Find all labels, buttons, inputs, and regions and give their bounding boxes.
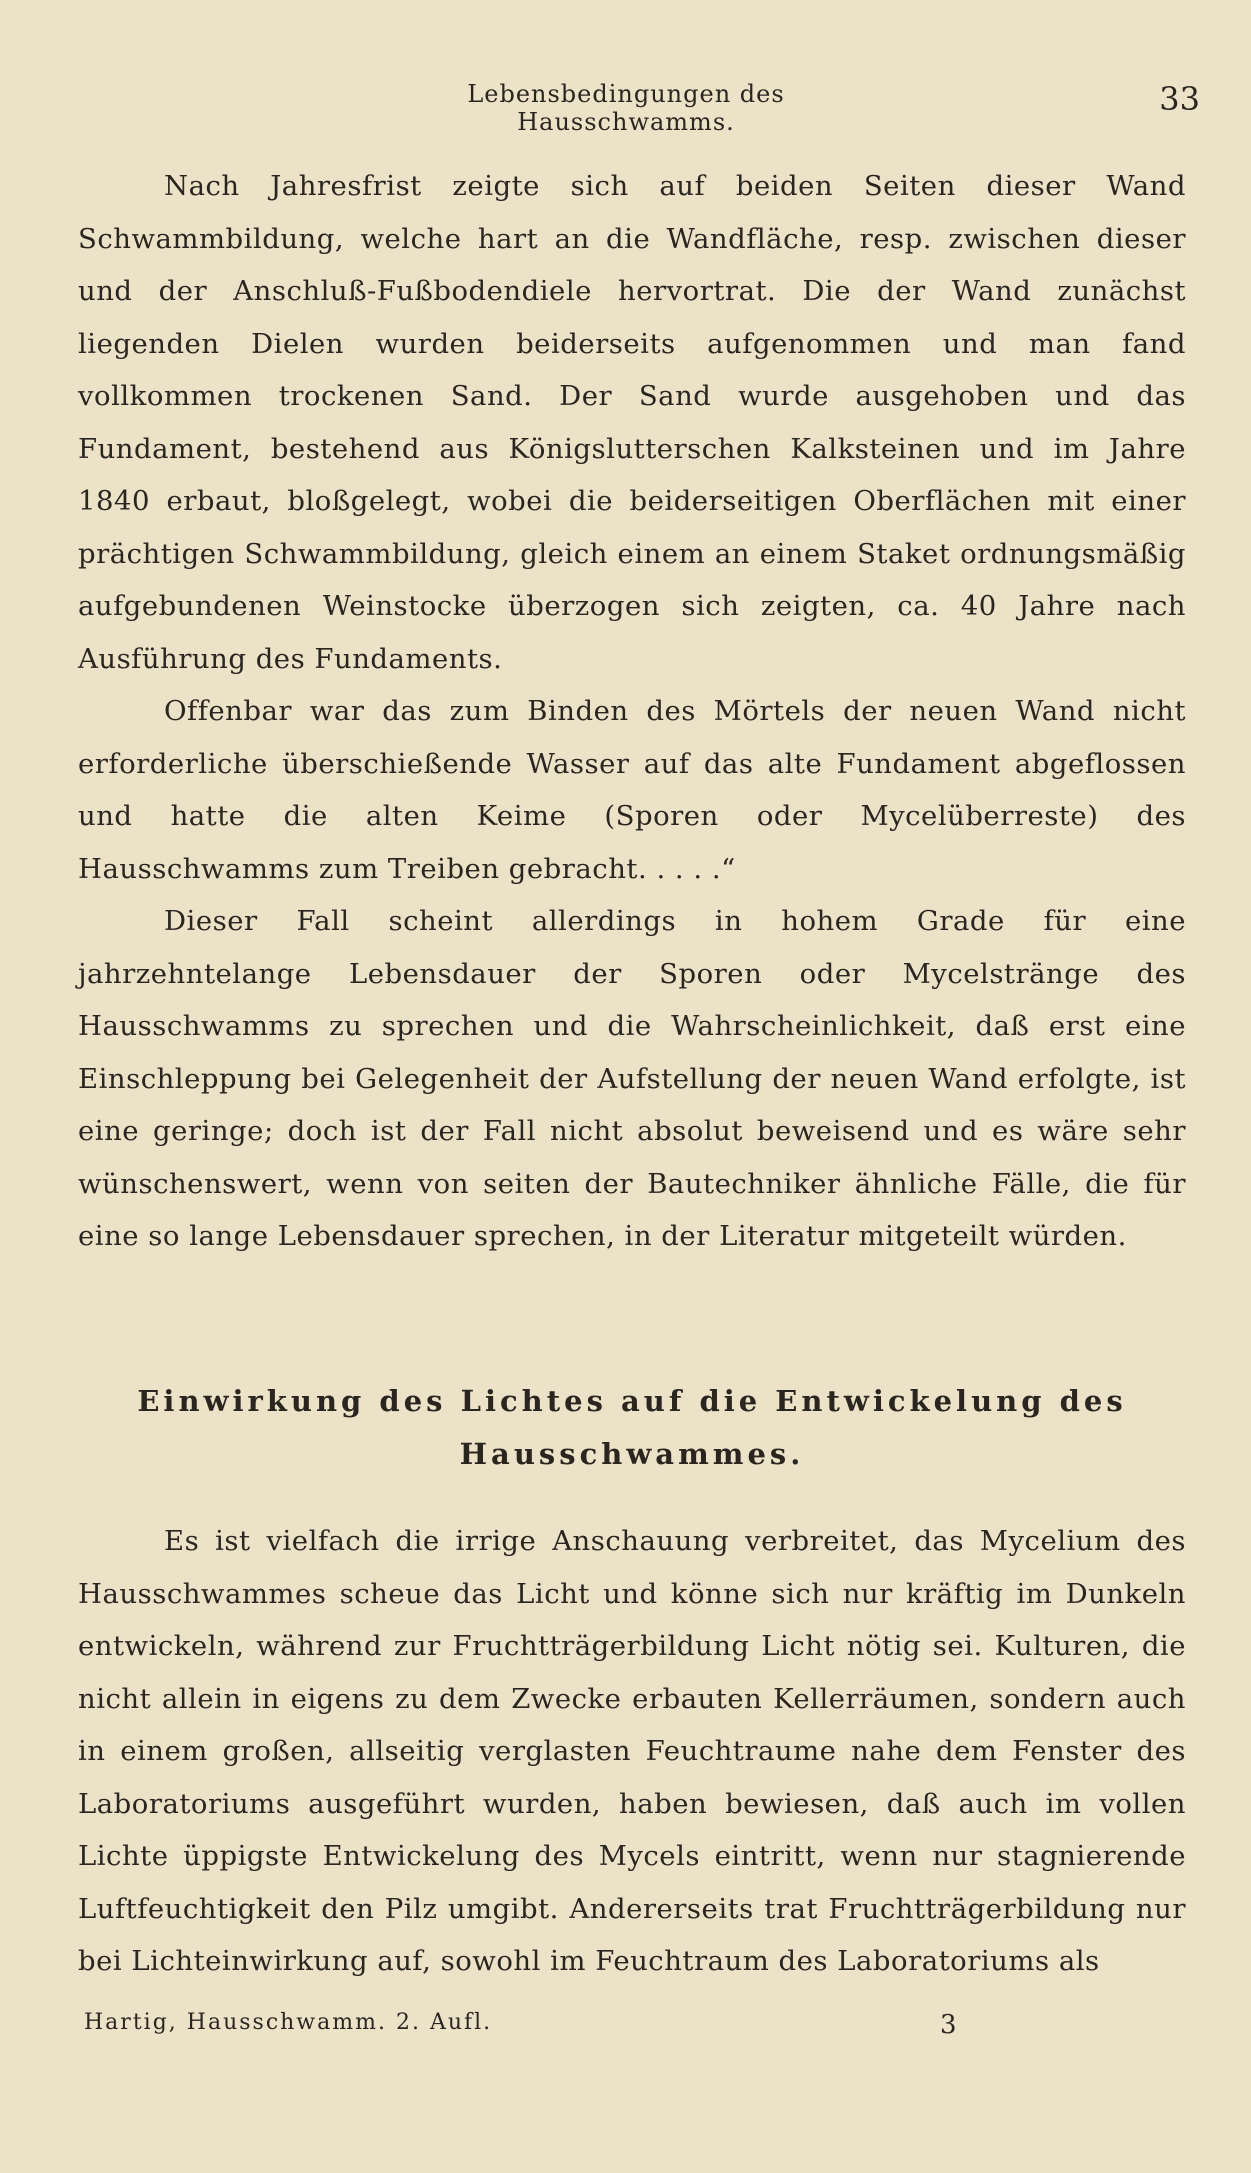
running-title: Lebensbedingungen des Hausschwamms.	[467, 80, 785, 136]
page-footer	[0, 2010, 1251, 2050]
body-text-top	[78, 160, 1186, 1263]
paragraph: Offenbar war das zum Binden des Mörtels der neuen Wand nicht erforderliche überschießende Wasser auf das alte Fundament abgeflossen und hatte die alten Keime (Sporen oder Mycelüberreste) des Hausschwamms zum Treiben gebracht. . . . .“	[78, 695, 1186, 885]
signature-line: Hartig, Hausschwamm. 2. Aufl.	[84, 2010, 493, 2035]
body-text-bottom	[78, 1515, 1186, 1988]
paragraph: Dieser Fall scheint allerdings in hohem Grade für eine jahrzehntelange Lebensdauer der Sporen oder Mycelstränge des Hausschwamms zu sprechen und die Wahrscheinlichkeit, daß erst eine Einschleppung bei Gelegenheit der Aufstellung der neuen Wand erfolgte, ist eine geringe; doch ist der Fall nicht absolut beweisend und es wäre sehr wünschenswert, wenn von seiten der Bautechniker ähnliche Fälle, die für eine so lange Lebensdauer sprechen, in der Literatur mitgeteilt würden.	[78, 905, 1186, 1252]
section-heading: Einwirkung des Lichtes auf die Entwickelung des Hausschwammes.	[137, 1384, 1127, 1471]
page-number: 33	[1159, 80, 1200, 118]
paragraph: Es ist vielfach die irrige Anschauung verbreitet, das Mycelium des Hausschwammes scheue das Licht und könne sich nur kräftig im Dunkeln entwickeln, während zur Fruchtträgerbildung Licht nötig sei. Kulturen, die nicht allein in eigens zu dem Zwecke erbauten Kellerräumen, sondern auch in einem großen, allseitig verglasten Feuchtraume nahe dem Fenster des Laboratoriums ausgeführt wurden, haben bewiesen, daß auch im vollen Lichte üppigste Entwickelung des Mycels eintritt, wenn nur stagnierende Luftfeuchtigkeit den Pilz umgibt. Andererseits trat Fruchtträgerbildung nur bei Lichteinwirkung auf, sowohl im Feuchtraum des Laboratoriums als	[78, 1525, 1186, 1977]
sheet-number: 3	[940, 2010, 957, 2040]
paragraph: Nach Jahresfrist zeigte sich auf beiden Seiten dieser Wand Schwammbildung, welche hart an die Wandfläche, resp. zwischen dieser und der Anschluß-Fußbodendiele hervortrat. Die der Wand zunächst liegenden Dielen wurden beiderseits aufgenommen und man fand vollkommen trockenen Sand. Der Sand wurde ausgehoben und das Fundament, bestehend aus Königslutterschen Kalksteinen und im Jahre 1840 erbaut, bloßgelegt, wobei die beiderseitigen Oberflächen mit einer prächtigen Schwammbildung, gleich einem an einem Staket ordnungsmäßig aufgebundenen Weinstocke überzogen sich zeigten, ca. 40 Jahre nach Ausführung des Fundaments.	[78, 170, 1186, 675]
page-header	[0, 80, 1251, 136]
